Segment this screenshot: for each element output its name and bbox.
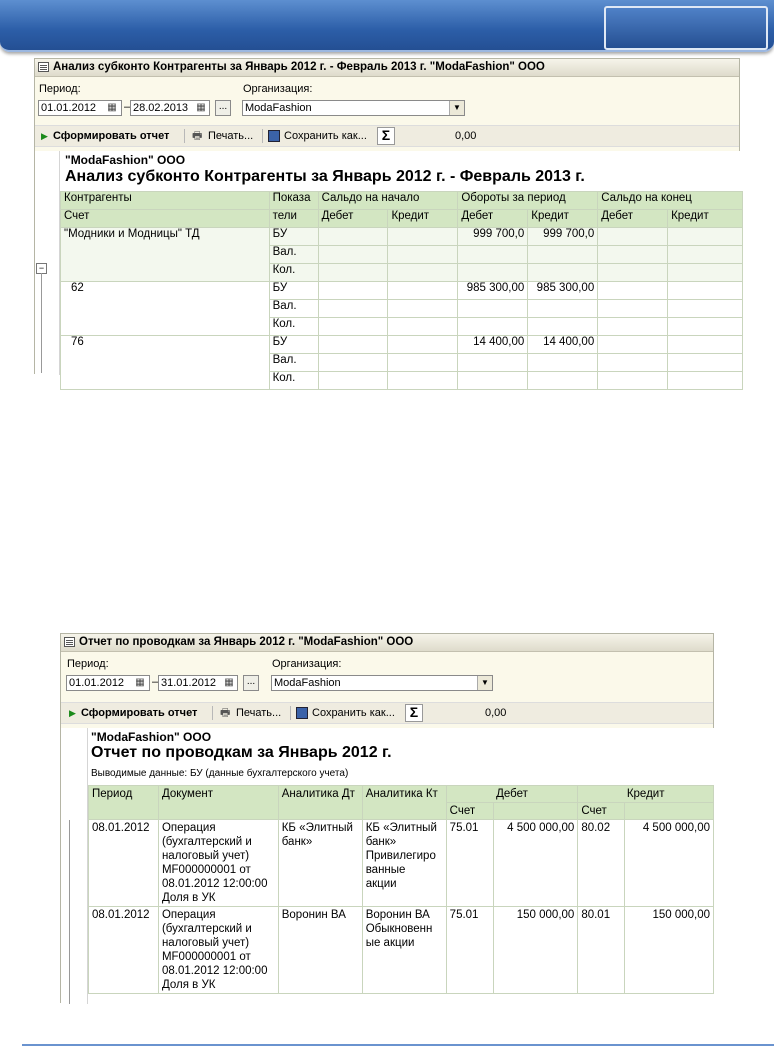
table-row[interactable]: [61, 228, 743, 246]
turnover-credit-cell: 985 300,00: [528, 282, 598, 300]
column-header: Сальдо на конец: [598, 192, 743, 210]
column-header: Кредит: [388, 210, 458, 228]
calendar-icon[interactable]: ▦: [196, 102, 206, 113]
window-titlebar[interactable]: [35, 59, 739, 77]
analytics-line: банк»: [365, 836, 397, 848]
analytics-line: Привилегиро: [365, 850, 436, 862]
report-icon: [38, 62, 49, 72]
print-button[interactable]: Печать...: [236, 707, 282, 719]
debit-sum-cell: 150 000,00: [493, 907, 578, 994]
toolbar-separator: [212, 706, 213, 720]
column-header: тели: [269, 210, 318, 228]
table-row[interactable]: [89, 820, 714, 907]
column-header: Дебет: [458, 210, 528, 228]
credit-account-cell: 80.02: [578, 820, 625, 907]
analytics-line: Обыкновенн: [365, 923, 433, 935]
document-line: 08.01.2012 12:00:00: [161, 965, 268, 977]
organization-select[interactable]: [271, 675, 493, 691]
turnover-credit-cell: 999 700,0: [528, 228, 598, 246]
analytics-line: КБ «Элитный: [365, 822, 437, 834]
period-label: Период:: [39, 83, 81, 95]
organization-value: ModaFashion: [245, 102, 312, 114]
column-header: Сальдо на начало: [318, 192, 458, 210]
organization-value: ModaFashion: [274, 677, 341, 689]
period-select-button[interactable]: ...: [215, 100, 231, 116]
sigma-icon[interactable]: Σ: [377, 127, 395, 145]
printer-icon: 🖶: [192, 130, 203, 142]
calendar-icon[interactable]: ▦: [107, 102, 117, 113]
date-dash: –: [152, 676, 159, 688]
output-data-note: Выводимые данные: БУ (данные бухгалтерского учета): [91, 768, 349, 779]
analytics-dt-cell: [278, 907, 362, 994]
column-header: Период: [89, 786, 159, 820]
sigma-icon[interactable]: Σ: [405, 704, 423, 722]
analytics-kt-cell: [362, 907, 446, 994]
debit-account-cell: 75.01: [446, 907, 493, 994]
column-header: Документ: [158, 786, 278, 820]
credit-account-cell: 80.01: [578, 907, 625, 994]
generate-report-button[interactable]: Сформировать отчет: [81, 707, 198, 719]
selection-sum: 0,00: [455, 130, 477, 142]
document-cell: [158, 820, 278, 907]
indicator-cell: БУ: [269, 336, 318, 354]
date-to-value: 28.02.2013: [133, 102, 189, 114]
indicator-cell: Вал.: [269, 300, 318, 318]
column-header: Кредит: [668, 210, 743, 228]
print-button[interactable]: Печать...: [208, 130, 254, 142]
document-line: (бухгалтерский и: [161, 836, 252, 848]
debit-account-cell: 75.01: [446, 820, 493, 907]
report-toolbar: [61, 702, 713, 724]
floppy-disk-icon: [268, 130, 280, 142]
period-select-button[interactable]: ...: [243, 675, 259, 691]
column-header: Кредит: [578, 786, 714, 803]
printer-icon: 🖶: [220, 707, 231, 719]
save-as-button[interactable]: Сохранить как...: [312, 707, 395, 719]
document-line: Операция: [161, 909, 216, 921]
report-organization: "ModaFashion" ООО: [91, 730, 212, 744]
report-toolbar: [35, 125, 739, 147]
selection-sum: 0,00: [485, 707, 507, 719]
indicator-cell: Кол.: [269, 318, 318, 336]
floppy-disk-icon: [296, 707, 308, 719]
analytics-dt-cell: [278, 820, 362, 907]
window-titlebar[interactable]: [61, 634, 713, 652]
report-title: Отчет по проводкам за Январь 2012 г.: [91, 744, 392, 761]
debit-sum-cell: 4 500 000,00: [493, 820, 578, 907]
indicator-cell: Вал.: [269, 354, 318, 372]
report-sheet[interactable]: [35, 151, 741, 384]
analytics-line: ые акции: [365, 937, 415, 949]
document-line: налоговый учет): [161, 850, 250, 862]
postings-report-window: [60, 633, 714, 1003]
play-icon: ▶: [69, 708, 76, 718]
document-line: 08.01.2012 12:00:00: [161, 878, 268, 890]
organization-select[interactable]: [242, 100, 465, 116]
document-line: Доля в УК: [161, 979, 216, 991]
account-cell: 62: [61, 282, 270, 336]
footer-line: [22, 1044, 774, 1046]
document-line: налоговый учет): [161, 937, 250, 949]
report-organization: "ModaFashion" ООО: [65, 153, 186, 167]
column-header: Кредит: [528, 210, 598, 228]
toolbar-separator: [290, 706, 291, 720]
analytics-line: банк»: [281, 836, 313, 848]
column-header: Счет: [61, 210, 270, 228]
column-header: Дебет: [318, 210, 388, 228]
period-label: Период:: [67, 658, 109, 670]
window-title: Отчет по проводкам за Январь 2012 г. "ModaFashion" ООО: [79, 636, 414, 648]
toolbar-separator: [184, 129, 185, 143]
save-as-button[interactable]: Сохранить как...: [284, 130, 367, 142]
indicator-cell: Кол.: [269, 372, 318, 390]
document-line: (бухгалтерский и: [161, 923, 252, 935]
turnover-debit-cell: 999 700,0: [458, 228, 528, 246]
indicator-cell: Вал.: [269, 246, 318, 264]
credit-sum-cell: 150 000,00: [625, 907, 714, 994]
table-row[interactable]: [61, 336, 743, 354]
indicator-cell: БУ: [269, 228, 318, 246]
table-row[interactable]: [89, 907, 714, 994]
column-header: Дебет: [446, 786, 578, 803]
turnover-credit-cell: 14 400,00: [528, 336, 598, 354]
subconto-table: [60, 191, 743, 390]
toolbar-separator: [262, 129, 263, 143]
indicator-cell: Кол.: [269, 264, 318, 282]
chevron-down-icon[interactable]: ▼: [449, 101, 464, 115]
document-line: Операция: [161, 822, 216, 834]
group-line: [41, 273, 42, 373]
column-header: Контрагенты: [61, 192, 270, 210]
period-cell: 08.01.2012: [89, 907, 159, 994]
analytics-line: ванные: [365, 864, 406, 876]
date-dash: –: [124, 101, 131, 113]
organization-label: Организация:: [272, 658, 342, 670]
collapse-group-button[interactable]: −: [36, 263, 47, 274]
document-cell: [158, 907, 278, 994]
play-icon: ▶: [41, 131, 48, 141]
organization-label: Организация:: [243, 83, 313, 95]
account-cell: 76: [61, 336, 270, 390]
document-line: MF000000001 от: [161, 864, 251, 876]
column-header: Дебет: [598, 210, 668, 228]
grouping-gutter: [61, 728, 88, 1004]
turnover-debit-cell: 985 300,00: [458, 282, 528, 300]
date-to-value: 31.01.2012: [161, 677, 217, 689]
table-header-row: [89, 786, 714, 803]
period-cell: 08.01.2012: [89, 820, 159, 907]
document-line: Доля в УК: [161, 892, 216, 904]
column-header: Счет: [446, 803, 493, 820]
indicator-cell: БУ: [269, 282, 318, 300]
analytics-line: Воронин ВА: [365, 909, 430, 921]
column-header: Аналитика Кт: [362, 786, 446, 820]
subconto-analysis-window: [34, 58, 740, 384]
generate-report-button[interactable]: Сформировать отчет: [53, 130, 170, 142]
table-header-row: [61, 192, 743, 210]
turnover-debit-cell: 14 400,00: [458, 336, 528, 354]
calendar-icon[interactable]: ▦: [135, 677, 145, 688]
report-sheet[interactable]: [61, 728, 715, 1004]
column-header: Обороты за период: [458, 192, 598, 210]
analytics-line: Воронин ВА: [281, 909, 346, 921]
analytics-kt-cell: [362, 820, 446, 907]
credit-sum-cell: 4 500 000,00: [625, 820, 714, 907]
column-header: Аналитика Дт: [278, 786, 362, 820]
table-row[interactable]: [61, 282, 743, 300]
calendar-icon[interactable]: ▦: [224, 677, 234, 688]
chevron-down-icon[interactable]: ▼: [477, 676, 492, 690]
analytics-line: акции: [365, 878, 397, 890]
report-title: Анализ субконто Контрагенты за Январь 2012 г. - Февраль 2013 г.: [65, 168, 585, 185]
header-banner-tab: [604, 6, 768, 50]
report-icon: [64, 637, 75, 647]
group-line: [69, 820, 70, 1004]
table-header-row: [61, 210, 743, 228]
column-header: Счет: [578, 803, 625, 820]
document-line: MF000000001 от: [161, 951, 251, 963]
window-title: Анализ субконто Контрагенты за Январь 2012 г. - Февраль 2013 г. "ModaFashion" ООО: [53, 61, 545, 73]
analytics-line: КБ «Элитный: [281, 822, 353, 834]
date-from-value: 01.01.2012: [69, 677, 125, 689]
postings-table: [88, 785, 714, 994]
counterparty-cell: "Модники и Модницы" ТД: [61, 228, 270, 282]
column-header: Показа: [269, 192, 318, 210]
date-from-value: 01.01.2012: [41, 102, 97, 114]
